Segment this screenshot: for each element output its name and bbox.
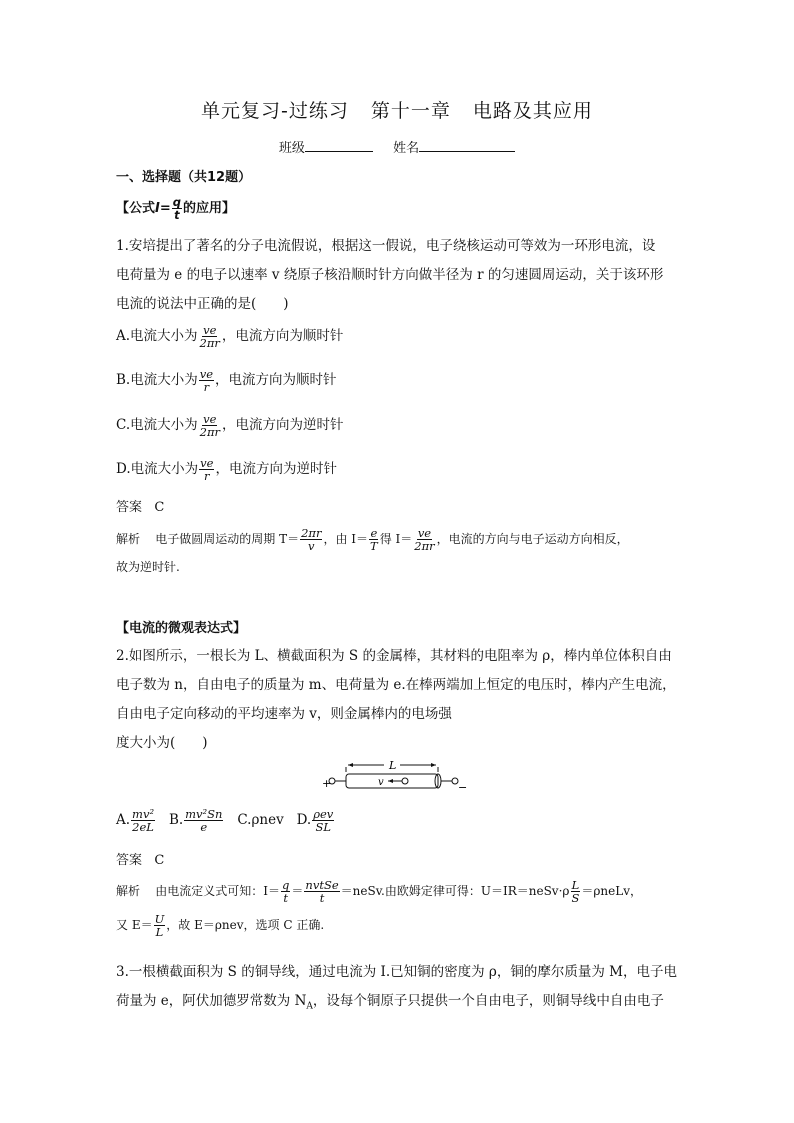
velocity-label: v xyxy=(378,777,384,788)
q1-explanation: 解析 电子做圆周运动的周期 T＝ $\frac{2\pi r}{v}$ ，由 I＝ $\frac{e}{T}$ 得 I＝ $\frac{ve}{2\pi r}$ ，电流的方向与电子运动方向相反， 故为逆时针. xyxy=(116,526,629,574)
q1-option-d[interactable]: D.电流大小为 $\frac{ve}{r}$ ，电流方向为逆时针 xyxy=(116,456,337,483)
section-heading: 一、选择题（共12题） xyxy=(116,170,252,185)
q1-option-c[interactable]: C.电流大小为 $\frac{ve}{2\pi r}$ ，电流方向为逆时针 xyxy=(116,412,344,439)
title-part1: 单元复习-过练习 xyxy=(201,100,349,122)
q2-answer: 答案 C xyxy=(116,853,165,868)
question-1-stem: 1.安培提出了著名的分子电流假说，根据这一假说，电子绕核运动可等效为一环形电流，设 电荷量为 e 的电子以速率 v 绕原子核沿顺时针方向做半径为 r 的匀速圆周运动，关于该环形 电流的说法中正确的是( ) xyxy=(116,238,664,312)
class-label: 班级 xyxy=(278,141,305,156)
q2-explanation: 解析 由电流定义式可知：I＝ $\frac{q}{t}$ ＝ $\frac{\text{nvtSe}}{t}$ ＝neSv.由欧姆定律可得：U＝IR＝neSv·ρ $\frac{L}{S}$ ＝ρneLv， 又 E＝ $\frac{U}{L}$ ，故 E＝ρnev，选项 C 正确. xyxy=(116,878,642,939)
plus-terminal-label: + xyxy=(322,777,332,790)
class-blank[interactable] xyxy=(305,139,373,152)
q1-answer: 答案 C xyxy=(116,500,165,515)
length-label: L xyxy=(389,759,397,772)
q2-options xyxy=(116,808,335,833)
name-label: 姓名 xyxy=(393,141,420,156)
page-title xyxy=(0,96,794,123)
topic-heading-1: 【公式I= $\frac{q}{t}$ 的应用】 xyxy=(116,195,236,222)
title-part2: 第十一章 xyxy=(370,100,451,122)
q2-option-c[interactable]: C.ρnev xyxy=(237,812,284,828)
name-blank[interactable] xyxy=(419,139,515,152)
student-info xyxy=(0,137,794,156)
q2-option-d[interactable]: D. $\frac{\text{ρev}}{SL}$ xyxy=(296,807,334,834)
topic-heading-2: 【电流的微观表达式】 xyxy=(116,621,247,636)
electron-icon xyxy=(402,778,408,784)
q2-option-b[interactable]: B. $\frac{\text{mv²Sn}}{e}$ xyxy=(168,807,223,834)
q2-option-a[interactable]: A. $\frac{\text{mv²}}{2eL}$ xyxy=(116,807,155,834)
metal-rod-figure xyxy=(318,755,478,795)
q1-option-b[interactable]: B.电流大小为 $\frac{ve}{r}$ ，电流方向为顺时针 xyxy=(116,367,337,394)
question-3-stem: 3.一根横截面积为 S 的铜导线，通过电流为 I.已知铜的密度为 ρ，铜的摩尔质量为 M，电子电 荷量为 e，阿伏加德罗常数为 $N_A$，设每个铜原子只提供一个自由电子，则铜导线中自由电子 xyxy=(116,964,677,1012)
title-part3: 电路及其应用 xyxy=(472,100,593,122)
minus-terminal-label: − xyxy=(458,781,468,794)
question-2-stem: 2.如图所示，一根长为 L、横截面积为 S 的金属棒，其材料的电阻率为 ρ，棒内单位体积自由 电子数为 n，自由电子的质量为 m、电荷量为 e.在棒两端加上恒定的电压时，棒内产生电流， 自由电子定向移动的平均速率为 v，则金属棒内的电场强 度大小为( ) xyxy=(116,648,676,751)
q1-option-a[interactable]: A.电流大小为 $\frac{ve}{2\pi r}$ ，电流方向为顺时针 xyxy=(116,323,344,350)
